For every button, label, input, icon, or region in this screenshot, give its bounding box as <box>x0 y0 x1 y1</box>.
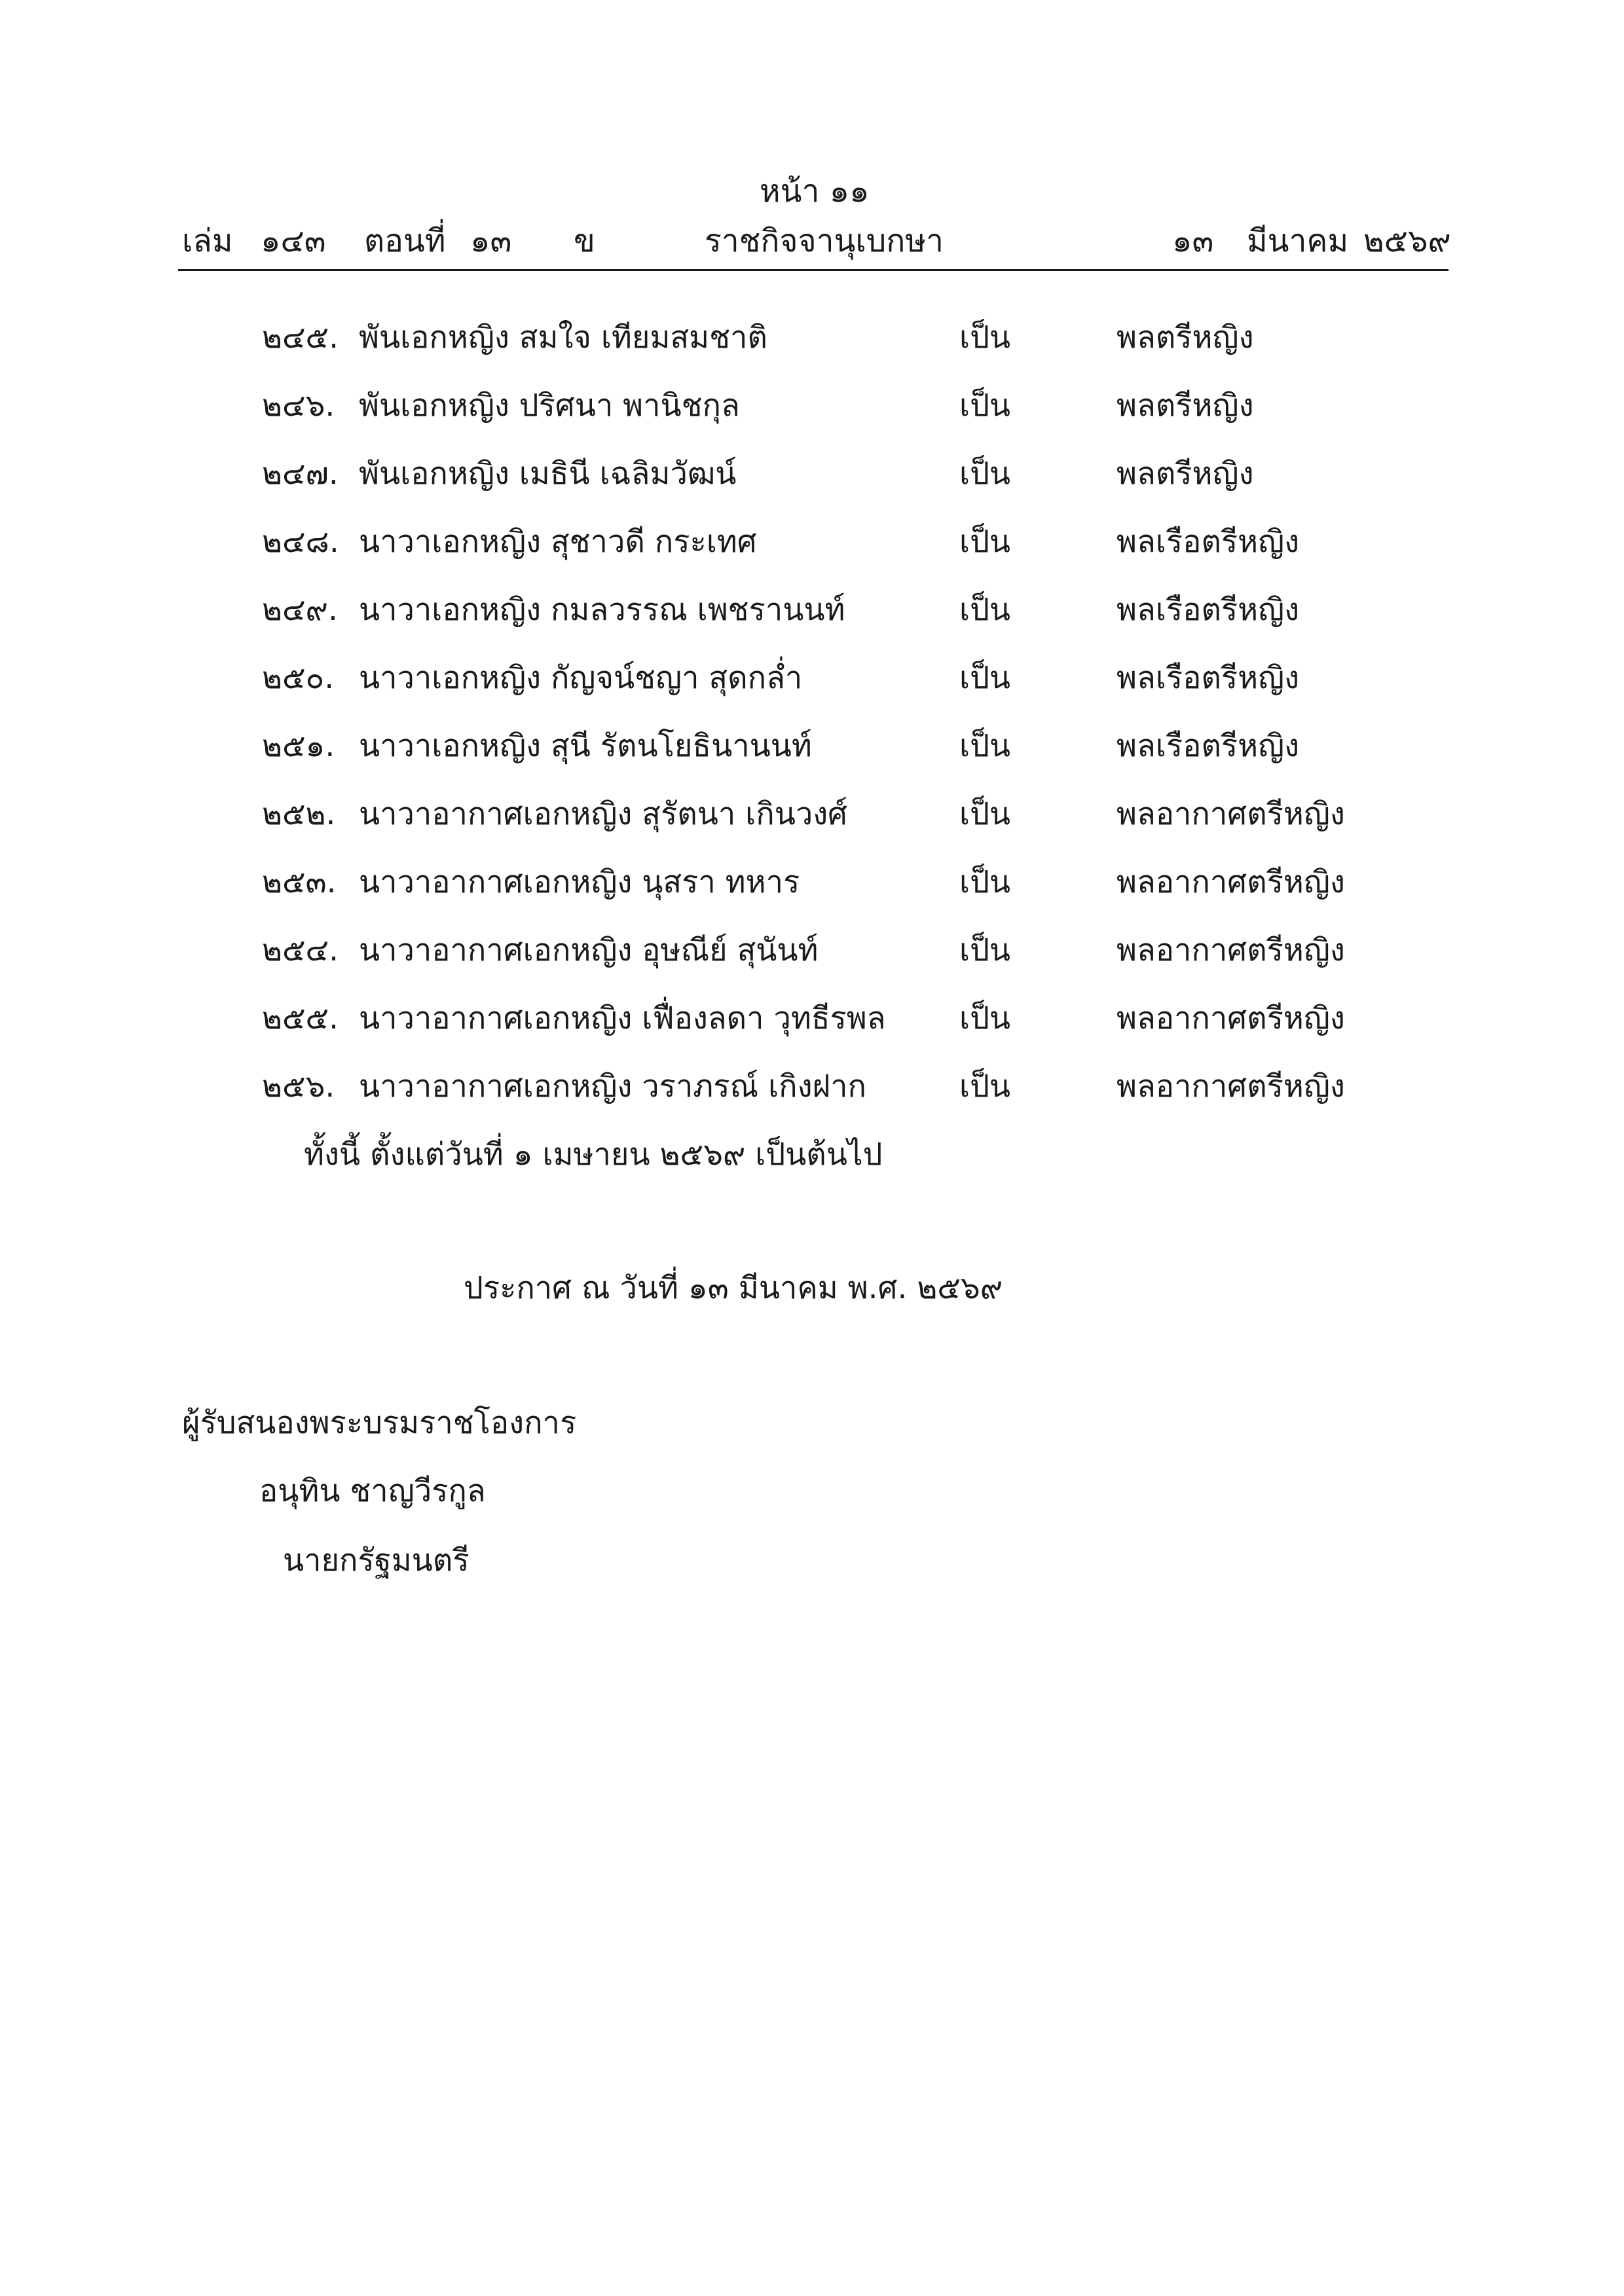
entry-rank: พลตรีหญิง <box>1116 319 1254 355</box>
entry-name: พันเอกหญิง สมใจ เทียมสมชาติ <box>359 319 767 355</box>
entry-name: พันเอกหญิง เมธินี เฉลิมวัฒน์ <box>359 456 737 492</box>
entry-number: ๒๔๖. <box>262 388 335 424</box>
entry-pen: เป็น <box>959 796 1011 832</box>
entry-rank: พลอากาศตรีหญิง <box>1116 1068 1345 1104</box>
entry-number: ๒๕๓. <box>262 864 337 900</box>
entry-pen: เป็น <box>959 524 1011 560</box>
entry-pen: เป็น <box>959 388 1011 424</box>
entry-name: นาวาอากาศเอกหญิง วราภรณ์ เกิงฝาก <box>359 1068 866 1104</box>
entry-pen: เป็น <box>959 728 1011 764</box>
entry-pen: เป็น <box>959 660 1011 696</box>
entry-number: ๒๔๘. <box>262 524 339 560</box>
entry-number: ๒๕๕. <box>262 1000 339 1036</box>
entry-rank: พลเรือตรีหญิง <box>1116 592 1300 628</box>
entry-pen: เป็น <box>959 932 1011 968</box>
entry-name: นาวาเอกหญิง สุชาวดี กระเทศ <box>359 524 757 560</box>
countersign-name: อนุทิน ชาญวีรกูล <box>259 1473 486 1509</box>
issue-label: ตอนที่ <box>364 223 446 259</box>
header-date-year: ๒๕๖๙ <box>1363 223 1451 259</box>
gazette-title: ราชกิจจานุเบกษา <box>705 223 944 259</box>
header-date-month: มีนาคม <box>1247 223 1349 259</box>
entry-number: ๒๕๐. <box>262 660 335 696</box>
entry-number: ๒๔๙. <box>262 592 338 628</box>
entry-number: ๒๔๕. <box>262 319 339 355</box>
entry-rank: พลอากาศตรีหญิง <box>1116 864 1345 900</box>
entry-number: ๒๔๗. <box>262 456 339 492</box>
entry-pen: เป็น <box>959 592 1011 628</box>
entry-pen: เป็น <box>959 319 1011 355</box>
entry-number: ๒๕๒. <box>262 796 336 832</box>
volume-number: ๑๔๓ <box>261 223 326 259</box>
entry-name: นาวาเอกหญิง กมลวรรณ เพชรานนท์ <box>359 592 845 628</box>
entry-rank: พลอากาศตรีหญิง <box>1116 932 1345 968</box>
entry-rank: พลเรือตรีหญิง <box>1116 524 1300 560</box>
header-rule <box>178 269 1449 271</box>
entry-rank: พลเรือตรีหญิง <box>1116 660 1300 696</box>
entry-pen: เป็น <box>959 1000 1011 1036</box>
entry-name: นาวาเอกหญิง กัญจน์ชญา สุดกล่ำ <box>359 660 803 696</box>
entry-name: นาวาอากาศเอกหญิง สุรัตนา เกินวงศ์ <box>359 796 848 832</box>
entry-name: นาวาอากาศเอกหญิง อุษณีย์ สุนันท์ <box>359 932 819 968</box>
announcement-date: ประกาศ ณ วันที่ ๑๓ มีนาคม พ.ศ. ๒๕๖๙ <box>464 1270 1003 1306</box>
section-letter: ข <box>574 223 595 259</box>
entry-rank: พลอากาศตรีหญิง <box>1116 796 1345 832</box>
entry-number: ๒๕๑. <box>262 728 335 764</box>
entry-rank: พลอากาศตรีหญิง <box>1116 1000 1345 1036</box>
entry-number: ๒๕๔. <box>262 932 339 968</box>
countersign-title: นายกรัฐมนตรี <box>283 1542 470 1578</box>
entry-name: นาวาเอกหญิง สุนี รัตนโยธินานนท์ <box>359 728 812 764</box>
entry-pen: เป็น <box>959 456 1011 492</box>
header-date-day: ๑๓ <box>1172 223 1214 259</box>
entry-name: นาวาอากาศเอกหญิง นุสรา ทหาร <box>359 864 800 900</box>
page-number: หน้า ๑๑ <box>760 173 870 210</box>
entry-name: นาวาอากาศเอกหญิง เฟื่องลดา วุทธีรพล <box>359 1000 886 1036</box>
entry-rank: พลตรีหญิง <box>1116 456 1254 492</box>
entry-rank: พลเรือตรีหญิง <box>1116 728 1300 764</box>
effective-date-statement: ทั้งนี้ ตั้งแต่วันที่ ๑ เมษายน ๒๕๖๙ เป็นต้นไป <box>304 1137 883 1173</box>
entry-pen: เป็น <box>959 1068 1011 1104</box>
entry-pen: เป็น <box>959 864 1011 900</box>
entry-rank: พลตรีหญิง <box>1116 388 1254 424</box>
entry-number: ๒๕๖. <box>262 1068 335 1104</box>
issue-number: ๑๓ <box>470 223 512 259</box>
volume-label: เล่ม <box>182 223 233 259</box>
countersign-role: ผู้รับสนองพระบรมราชโองการ <box>182 1405 577 1441</box>
entry-name: พันเอกหญิง ปริศนา พานิชกุล <box>359 388 740 424</box>
